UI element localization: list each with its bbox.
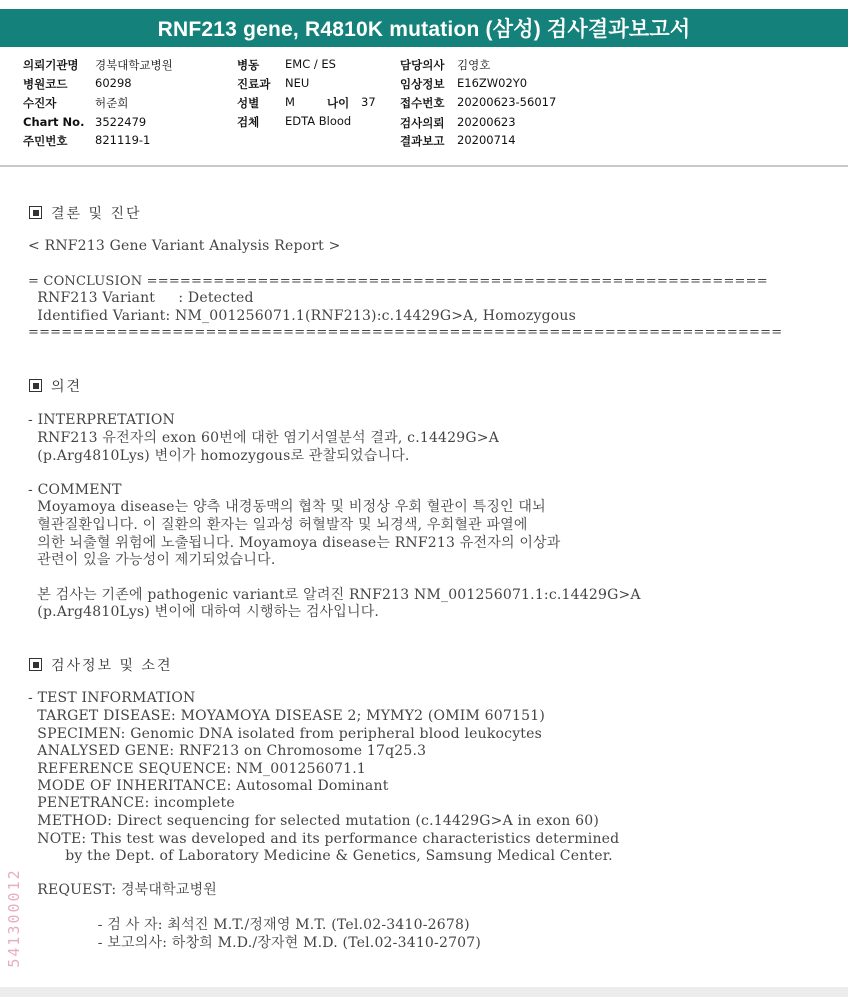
bottom-scroll-edge — [0, 987, 848, 997]
penetrance-line: PENETRANCE: incomplete — [28, 795, 235, 811]
institution-label: 의뢰기관명 — [23, 58, 79, 72]
note-line-2: by the Dept. of Laboratory Medicine & Genetics, Samsung Medical Center. — [28, 848, 613, 864]
method-line: METHOD: Direct sequencing for selected mutation (c.14429G>A in exon 60) — [28, 813, 600, 829]
ward-value: EMC / ES — [285, 57, 336, 71]
patient-info-header — [0, 47, 848, 167]
section-square-icon — [29, 658, 42, 671]
comment-text-6: (p.Arg4810Lys) 변이에 대하여 시행하는 검사입니다. — [28, 604, 380, 620]
department-label: 진료과 — [237, 77, 271, 91]
interpretation-header: - INTERPRETATION — [28, 412, 175, 428]
ward-label: 병동 — [237, 58, 260, 72]
sex-label: 성별 — [237, 96, 260, 110]
institution-value: 경북대학교병원 — [95, 58, 173, 72]
interpretation-text-2: (p.Arg4810Lys) 변이가 homozygous로 관찰되었습니다. — [28, 448, 410, 464]
request-line: REQUEST: 경북대학교병원 — [28, 882, 218, 898]
reference-sequence-line: REFERENCE SEQUENCE: NM_001256071.1 — [28, 761, 366, 777]
accession-no-label: 접수번호 — [400, 96, 445, 110]
note-line-1: NOTE: This test was developed and its performance characteristics determined — [28, 831, 620, 847]
patient-name-label: 수진자 — [23, 96, 57, 110]
patient-name-value: 허준희 — [95, 96, 129, 110]
conclusion-section-heading — [29, 203, 142, 223]
age-label: 나이 — [327, 96, 350, 110]
comment-header: - COMMENT — [28, 482, 122, 498]
chart-no-value: 3522479 — [95, 115, 147, 129]
section-square-icon — [29, 206, 42, 219]
comment-text-2: 혈관질환입니다. 이 질환의 환자는 일과성 허혈발작 및 뇌경색, 우회혈관 파열에 — [28, 517, 528, 533]
test-info-section-heading — [29, 655, 173, 675]
test-info-section-title: 검사정보 및 소견 — [51, 658, 173, 674]
side-stamp-number — [4, 850, 24, 985]
comment-text-1: Moyamoya disease는 양측 내경동맥의 협착 및 비정상 우회 혈관이 특징인 대뇌 — [28, 499, 546, 515]
section-square-icon — [29, 379, 42, 392]
conclusion-section-title: 결론 및 진단 — [51, 206, 142, 222]
doctor-label: 담당의사 — [400, 58, 445, 72]
test-info-header: - TEST INFORMATION — [28, 690, 196, 706]
examiner-line: - 검 사 자: 최석진 M.T./정재영 M.T. (Tel.02-3410-2678) — [28, 917, 470, 933]
side-stamp-text: 541300012 — [5, 867, 23, 968]
conclusion-header: = CONCLUSION ======================================================== — [28, 274, 768, 289]
target-disease-line: TARGET DISEASE: MOYAMOYA DISEASE 2; MYMY2 (OMIM 607151) — [28, 708, 545, 724]
report-title: RNF213 gene, R4810K mutation (삼성) 검사결과보고서 — [0, 9, 848, 47]
reporter-line: - 보고의사: 하창희 M.D./장자현 M.D. (Tel.02-3410-2707) — [28, 935, 482, 951]
chart-no-label: Chart No. — [23, 115, 85, 129]
hospital-code-value: 60298 — [95, 76, 132, 90]
inheritance-line: MODE OF INHERITANCE: Autosomal Dominant — [28, 778, 389, 794]
resident-no-label: 주민번호 — [23, 134, 68, 148]
specimen-label: 검체 — [237, 115, 260, 129]
department-value: NEU — [285, 76, 310, 90]
specimen-value: EDTA Blood — [285, 114, 352, 128]
report-date-value: 20200714 — [457, 133, 516, 147]
specimen-line: SPECIMEN: Genomic DNA isolated from peripheral blood leukocytes — [28, 726, 542, 742]
age-value: 37 — [361, 95, 376, 109]
variant-status-line: RNF213 Variant : Detected — [28, 290, 254, 306]
clinical-info-label: 임상정보 — [400, 77, 445, 91]
conclusion-divider: ==================================================================== — [28, 325, 783, 340]
comment-text-4: 관련이 있을 가능성이 제기되었습니다. — [28, 552, 276, 568]
doctor-value: 김영호 — [457, 58, 491, 72]
opinion-section-title: 의견 — [51, 379, 83, 395]
identified-variant-line: Identified Variant: NM_001256071.1(RNF213):c.14429G>A, Homozygous — [28, 308, 576, 324]
interpretation-text-1: RNF213 유전자의 exon 60번에 대한 염기서열분석 결과, c.14429G>A — [28, 430, 500, 446]
request-date-value: 20200623 — [457, 115, 516, 129]
hospital-code-label: 병원코드 — [23, 77, 68, 91]
comment-text-3: 의한 뇌출혈 위험에 노출됩니다. Moyamoya disease는 RNF213 유전자의 이상과 — [28, 535, 561, 551]
opinion-section-heading — [29, 376, 82, 396]
accession-no-value: 20200623-56017 — [457, 95, 557, 109]
clinical-info-value: E16ZW02Y0 — [457, 76, 528, 90]
request-date-label: 검사의뢰 — [400, 116, 445, 130]
analysed-gene-line: ANALYSED GENE: RNF213 on Chromosome 17q25.3 — [28, 743, 427, 759]
report-date-label: 결과보고 — [400, 134, 445, 148]
sex-value: M — [285, 95, 295, 109]
report-subtitle: < RNF213 Gene Variant Analysis Report > — [28, 238, 341, 254]
comment-text-5: 본 검사는 기존에 pathogenic variant로 알려진 RNF213 NM_001256071.1:c.14429G>A — [28, 587, 641, 603]
resident-no-value: 821119-1 — [95, 133, 151, 147]
